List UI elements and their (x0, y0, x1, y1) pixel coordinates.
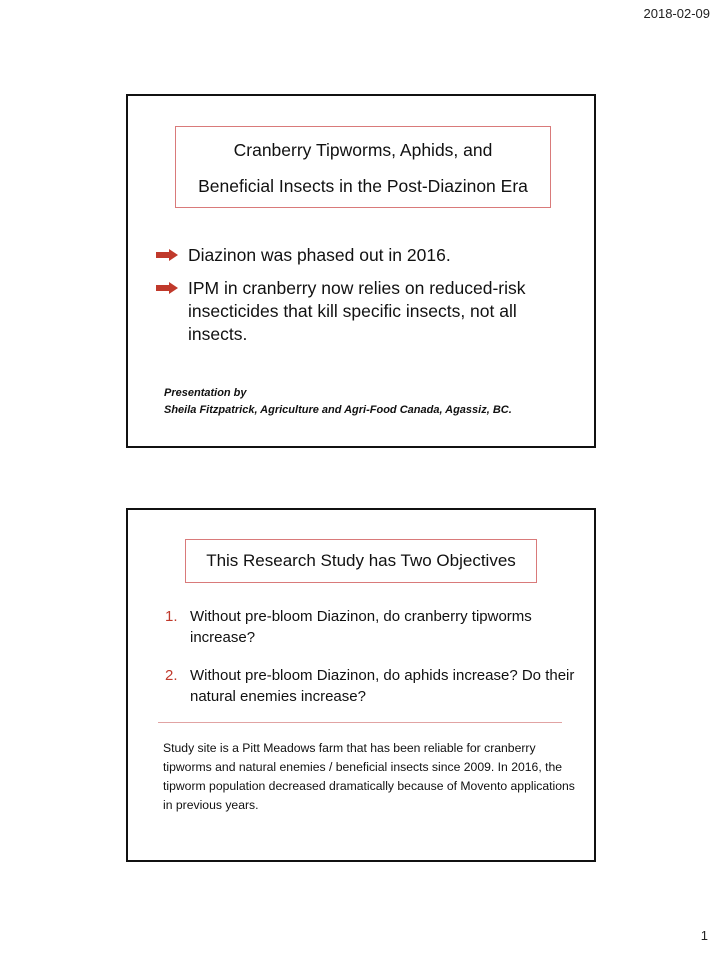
presenter-label: Presentation by (164, 387, 247, 399)
bullet-item (156, 277, 576, 346)
objective-text: Without pre-bloom Diazinon, do cranberry tipworms increase? (190, 608, 532, 646)
objective-number: 1. (165, 608, 178, 625)
presenter-credit (164, 385, 512, 419)
study-site-paragraph: Study site is a Pitt Meadows farm that has been reliable for cranberry tipworms and natural enemies / beneficial insects since 2009. In 2016, the tipworm population decreased dramatically because of Movento applications in previous years. (163, 741, 575, 812)
slide-title-line-2: Beneficial Insects in the Post-Diazinon Era (198, 176, 528, 196)
bullet-text: IPM in cranberry now relies on reduced-risk insecticides that kill specific insects, not all insects. (188, 278, 526, 344)
right-arrow-icon (156, 282, 180, 294)
objective-number: 2. (165, 667, 178, 684)
bullet-list (156, 244, 576, 356)
objective-item (165, 606, 575, 648)
objectives-list (165, 606, 575, 707)
page-date: 2018-02-09 (643, 6, 710, 21)
divider (158, 722, 562, 723)
objective-text: Without pre-bloom Diazinon, do aphids increase? Do their natural enemies increase? (190, 667, 575, 705)
slide-title-box: This Research Study has Two Objectives (185, 539, 537, 583)
objective-item (165, 665, 575, 707)
slide-title-line-1: Cranberry Tipworms, Aphids, and (233, 140, 493, 160)
bullet-text: Diazinon was phased out in 2016. (188, 245, 451, 265)
slide-2 (126, 508, 596, 862)
right-arrow-icon (156, 249, 180, 261)
page-number: 1 (700, 928, 708, 943)
slide-title-box (175, 126, 551, 208)
slide-1 (126, 94, 596, 448)
bullet-item (156, 244, 576, 267)
presenter-name: Sheila Fitzpatrick, Agriculture and Agri-Food Canada, Agassiz, BC. (164, 404, 512, 416)
